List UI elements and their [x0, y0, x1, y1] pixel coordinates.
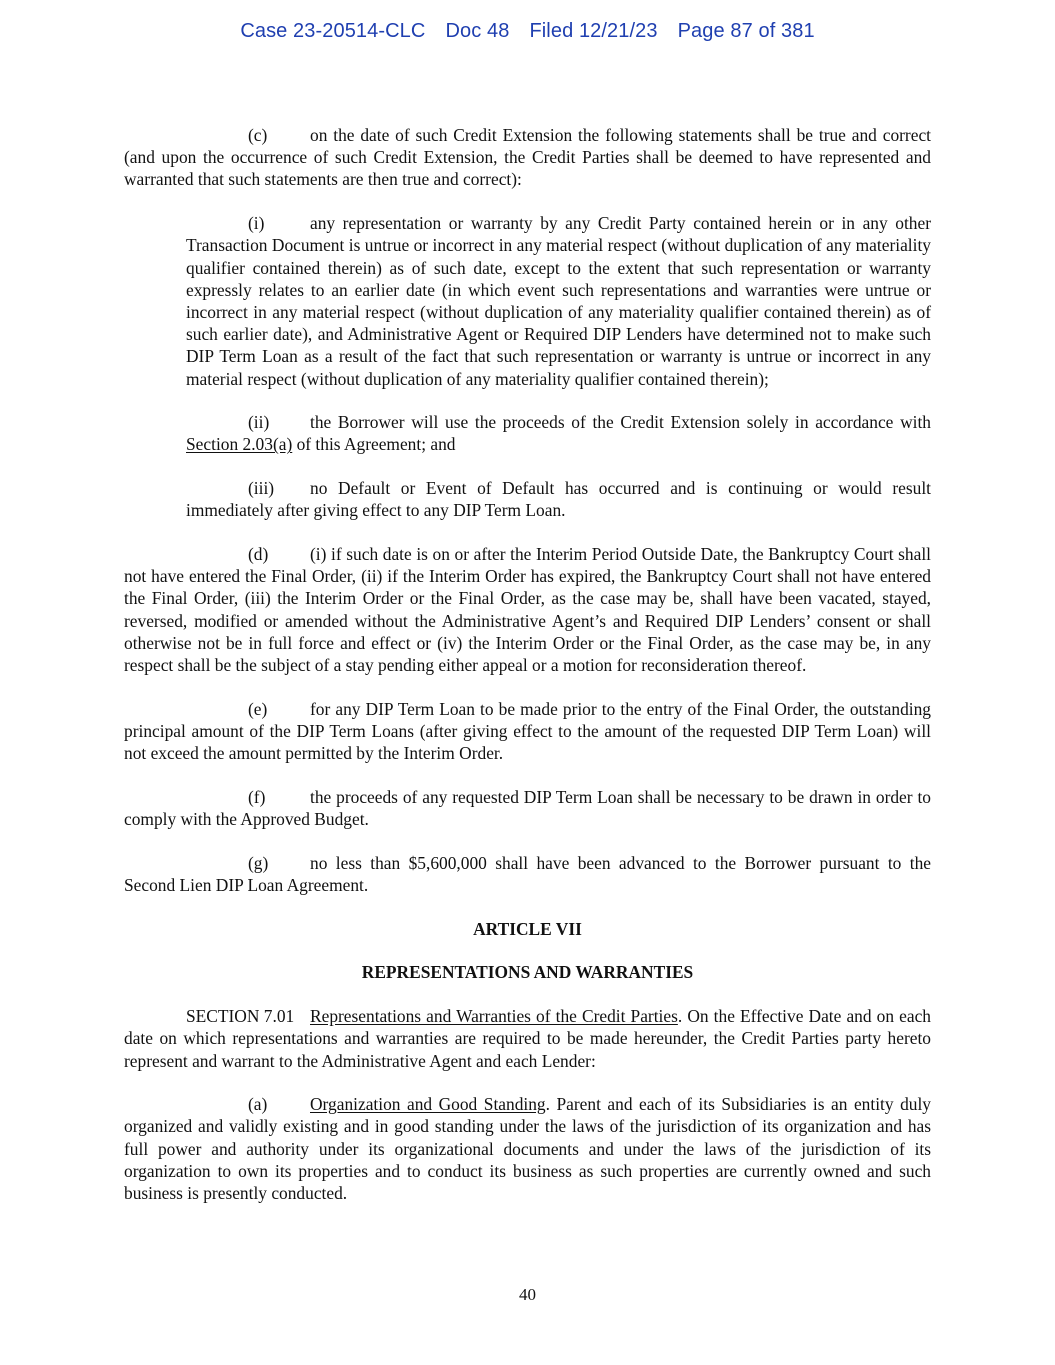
article-number: ARTICLE VII — [473, 918, 582, 939]
paragraph-c-ii — [186, 411, 931, 455]
paragraph-label: (g) — [248, 852, 269, 873]
section-label: SECTION 7.01 — [186, 1006, 295, 1027]
filed-date: Filed 12/21/23 — [529, 20, 658, 42]
page-of-total: Page 87 of 381 — [677, 20, 815, 42]
paragraph-c-iii — [186, 477, 931, 521]
section-7-01 — [124, 1005, 931, 1072]
section-heading: Representations and Warranties of the Credit Parties — [310, 1006, 678, 1027]
paragraph-label: (c) — [248, 125, 268, 145]
paragraph-label: (d) — [248, 544, 269, 565]
paragraph-f — [124, 786, 931, 830]
page-number: 40 — [519, 1285, 536, 1304]
paragraph-a — [124, 1093, 931, 1204]
paragraph-heading: Organization and Good Standing — [310, 1094, 546, 1115]
paragraph-text-continued: of this Agreement; and — [292, 434, 456, 455]
section-text: . On the Effective Date and on each date on which representations and warranties are required to be made hereunder, the Credit Parties party hereto represent and warrant to the Administrative Agent and each Lender: — [124, 1006, 931, 1071]
paragraph-label: (iii) — [248, 478, 275, 499]
paragraph-label: (a) — [248, 1094, 268, 1115]
paragraph-c — [124, 124, 931, 191]
paragraph-d — [124, 543, 931, 676]
paragraph-text: the proceeds of any requested DIP Term Loan shall be necessary to be drawn in order to comply with the Approved Budget. — [124, 786, 931, 830]
paragraph-label: (f) — [248, 786, 266, 807]
case-number: Case 23-20514-CLC — [240, 20, 426, 42]
paragraph-c-i — [186, 212, 931, 390]
paragraph-label: (e) — [248, 698, 268, 719]
paragraph-text: the Borrower will use the proceeds of the Credit Extension solely in accordance with — [310, 412, 931, 433]
paragraph-text: no Default or Event of Default has occurred and is continuing or would result immediately after giving effect to any DIP Term Loan. — [186, 478, 931, 521]
section-reference: Section 2.03(a) — [186, 434, 293, 455]
paragraph-text: . Parent and each of its Subsidiaries is an entity duly organized and validly existing and in good standing under the laws of the jurisdiction of its organization and has full power and authority under its organizational documents and under the laws of the jurisdiction of its organization to own its properties and to conduct its business as such properties are currently owned and such business is presently conducted. — [124, 1094, 932, 1204]
paragraph-e — [124, 698, 931, 765]
document-body — [124, 124, 931, 1226]
paragraph-text: no less than $5,600,000 shall have been advanced to the Borrower pursuant to the Second Lien DIP Loan Agreement. — [124, 852, 931, 895]
paragraph-g — [124, 852, 931, 896]
paragraph-label: (ii) — [248, 412, 270, 433]
article-title: REPRESENTATIONS AND WARRANTIES — [361, 962, 694, 983]
document-number: Doc 48 — [445, 20, 510, 42]
paragraph-text: for any DIP Term Loan to be made prior to the entry of the Final Order, the outstanding principal amount of the DIP Term Loans (after giving effect to the amount of the requested DIP Term Loan) will not exceed the amount permitted by the Interim Order. — [124, 698, 931, 764]
paragraph-text: on the date of such Credit Extension the following statements shall be true and correct (and upon the occurrence of such Credit Extension, the Credit Parties shall be deemed to have represented and warranted that such statements are then true and correct): — [124, 125, 931, 190]
case-filing-header — [0, 20, 1055, 43]
paragraph-label: (i) — [248, 213, 265, 234]
paragraph-text: (i) if such date is on or after the Interim Period Outside Date, the Bankruptcy Court shall not have entered the Final Order, (ii) if the Interim Order has expired, the Bankruptcy Court shall not have entered the Final Order, (iii) the Interim Order or the Final Order, as the case may be, shall have been vacated, stayed, reversed, modified or amended without the Administrative Agent’s and Required DIP Lenders’ consent or shall otherwise not be in full force and effect or (iv) the Interim Order or the Final Order, as the case may be, in any respect shall be the subject of a stay pending either appeal or a motion for reconsideration thereof. — [124, 544, 931, 676]
paragraph-text: any representation or warranty by any Credit Party contained herein or in any other Transaction Document is untrue or incorrect in any material respect (without duplication of any materiality qualifier contained therein) as of such date, except to the extent that such representation or warranty expressly relates to an earlier date (in which event such representations and warranties were untrue or incorrect in any material respect (without duplication of any materiality qualifier contained therein) as of such earlier date), and Administrative Agent or Required DIP Lenders have determined not to make such DIP Term Loan as a result of the fact that such representation or warranty is untrue or incorrect in any material respect (without duplication of any materiality qualifier contained therein); — [186, 213, 931, 389]
